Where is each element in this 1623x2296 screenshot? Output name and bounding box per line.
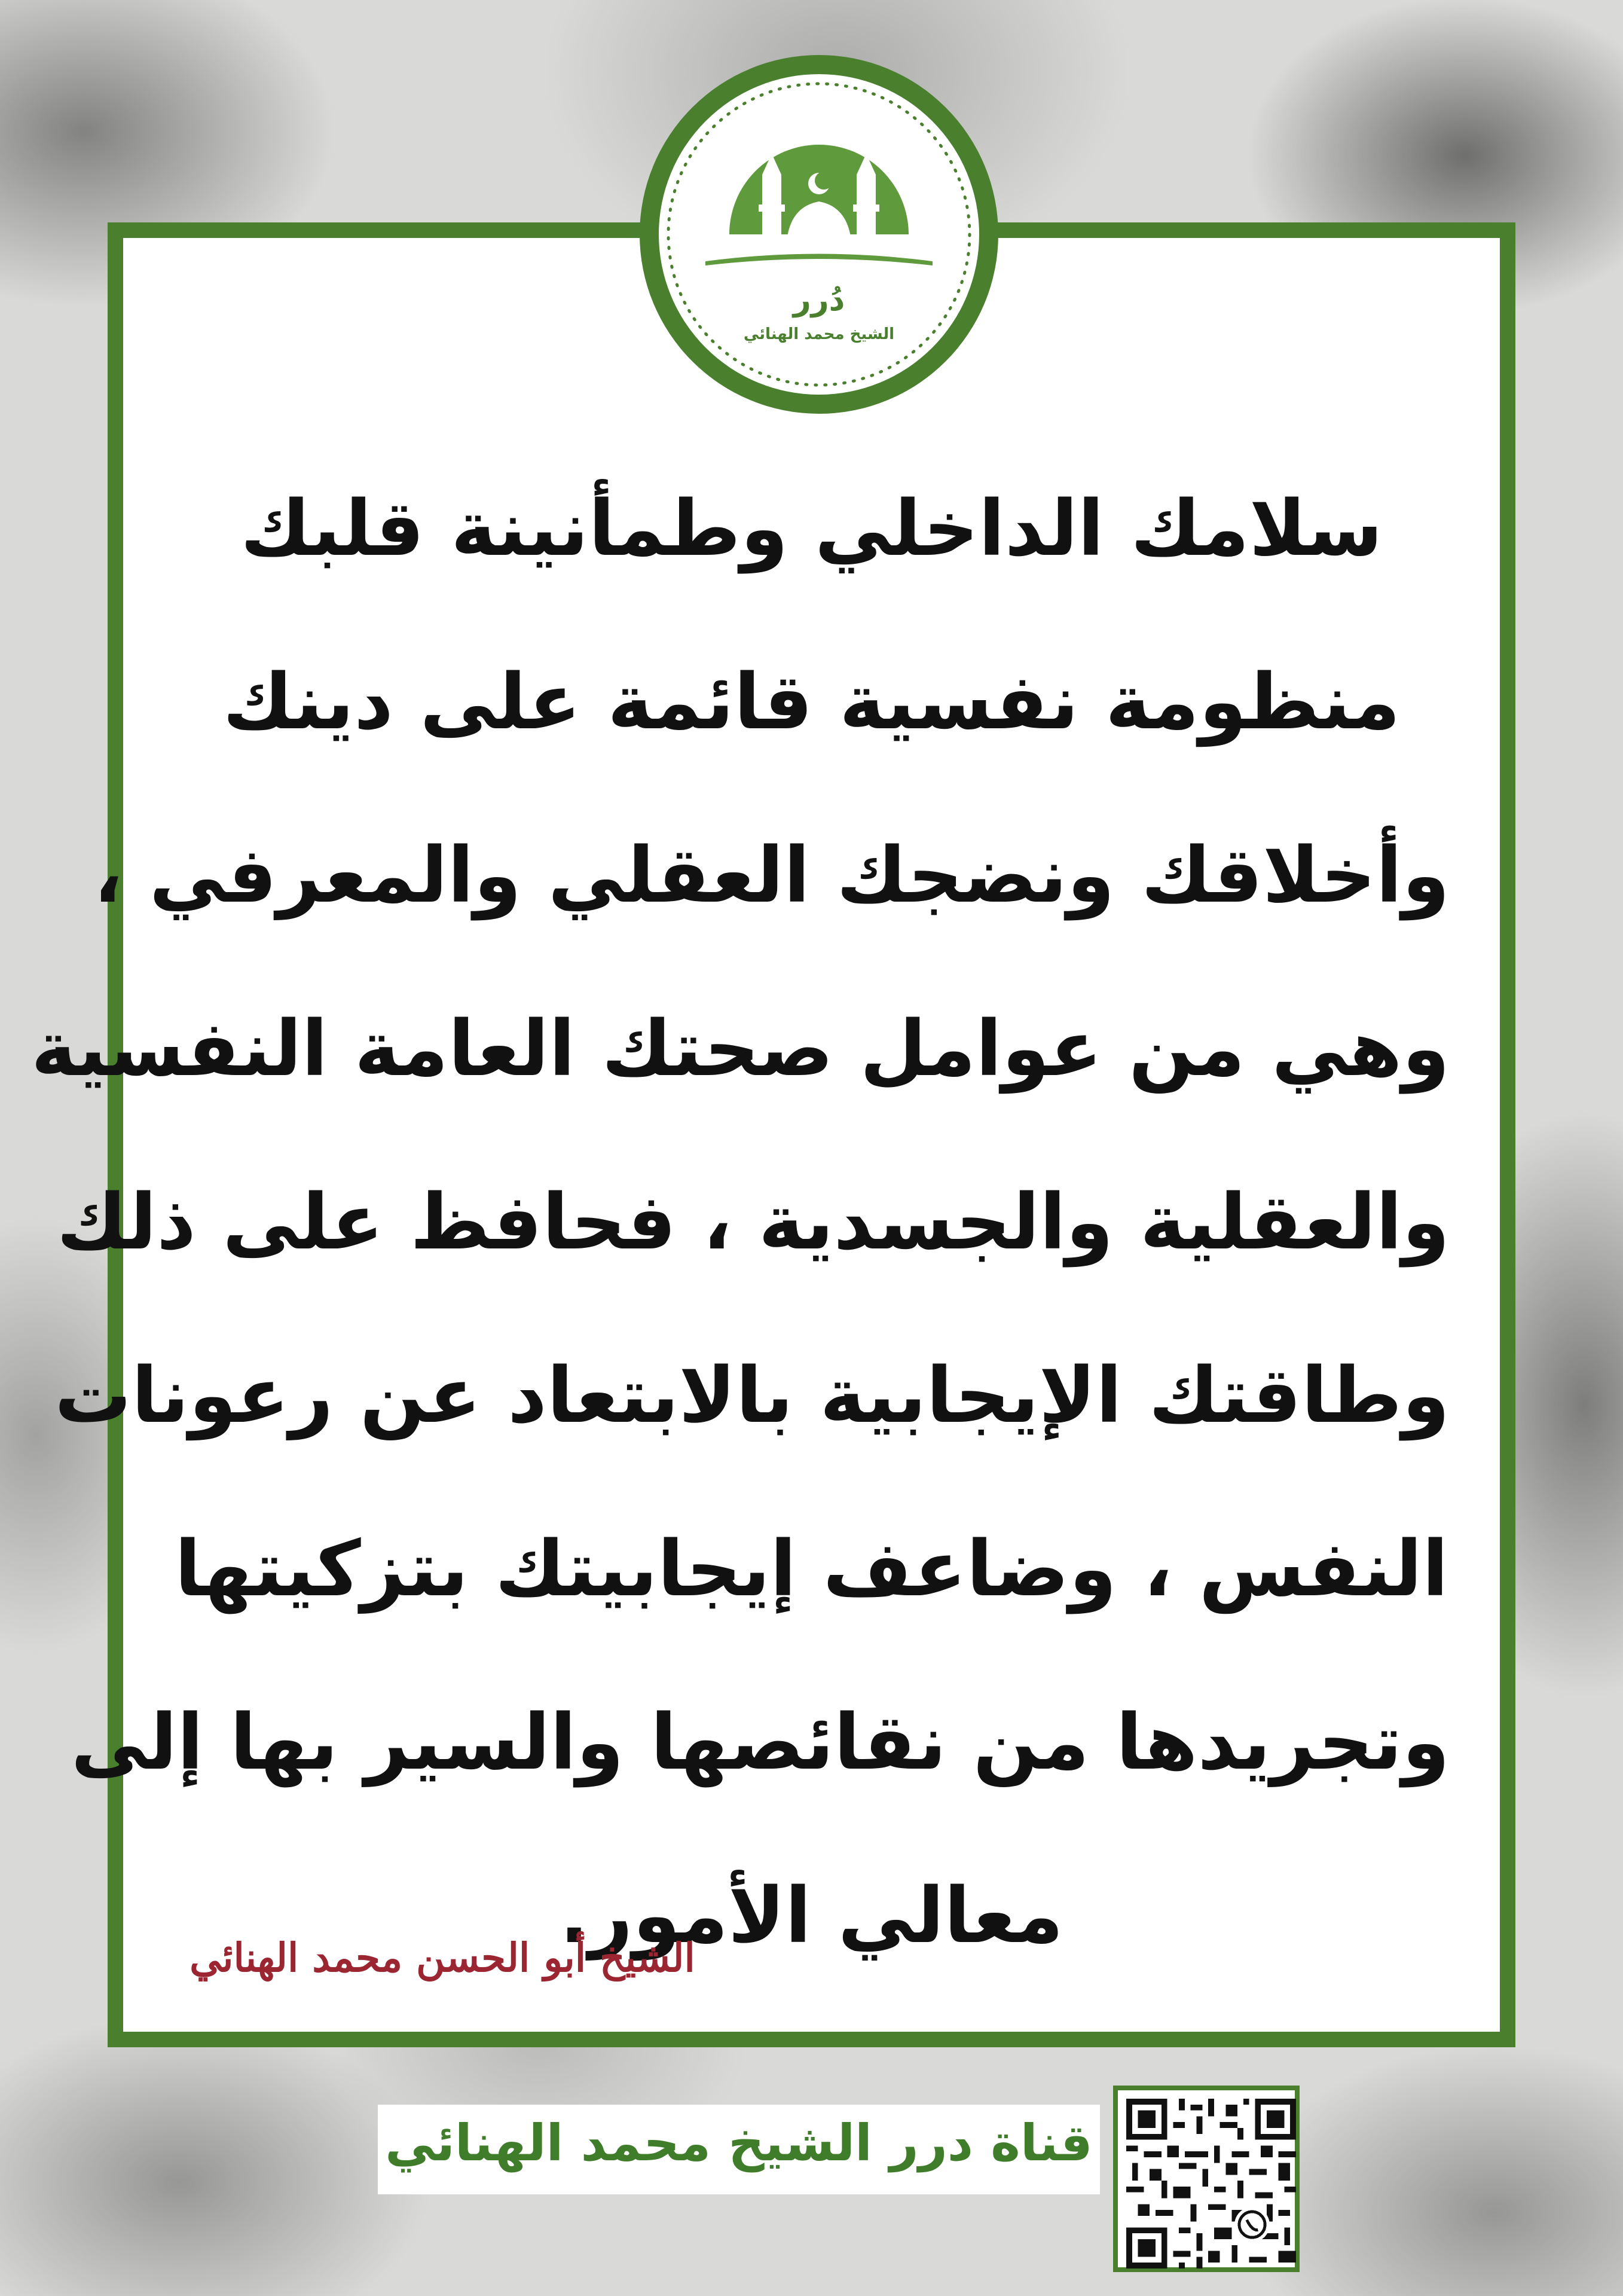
quote-line: وطاقتك الإيجابية بالابتعاد عن رعونات — [54, 1351, 1450, 1440]
logo-badge — [640, 55, 998, 414]
quote-line: وهي من عوامل صحتك العامة النفسية — [30, 1004, 1450, 1094]
logo-subtitle: الشيخ محمد الهنائي — [743, 325, 895, 343]
author-signature: الشيخ أبو الحسن محمد الهنائي — [189, 1934, 695, 1981]
quote-text — [30, 442, 1450, 2003]
quote-line: معالي الأمور. — [560, 1871, 1063, 1961]
quote-line: وتجريدها من نقائصها والسير بها إلى — [71, 1698, 1450, 1787]
quote-line: النفس ، وضاعف إيجابيتك بتزكيتها — [175, 1525, 1448, 1614]
quote-line: سلامك الداخلي وطمأنينة قلبك — [240, 484, 1383, 573]
quote-line: وأخلاقك ونضجك العقلي والمعرفي ، — [93, 831, 1450, 920]
logo-title: دُرر — [793, 282, 845, 318]
qr-code-graphic — [1126, 2099, 1296, 2268]
quote-line: والعقلية والجسدية ، فحافظ على ذلك — [56, 1178, 1450, 1267]
mosque-icon — [640, 55, 998, 414]
qr-code-icon[interactable] — [1113, 2086, 1300, 2272]
quote-line: منظومة نفسية قائمة على دينك — [222, 658, 1401, 747]
channel-name: قناة درر الشيخ محمد الهنائي — [385, 2114, 1093, 2172]
